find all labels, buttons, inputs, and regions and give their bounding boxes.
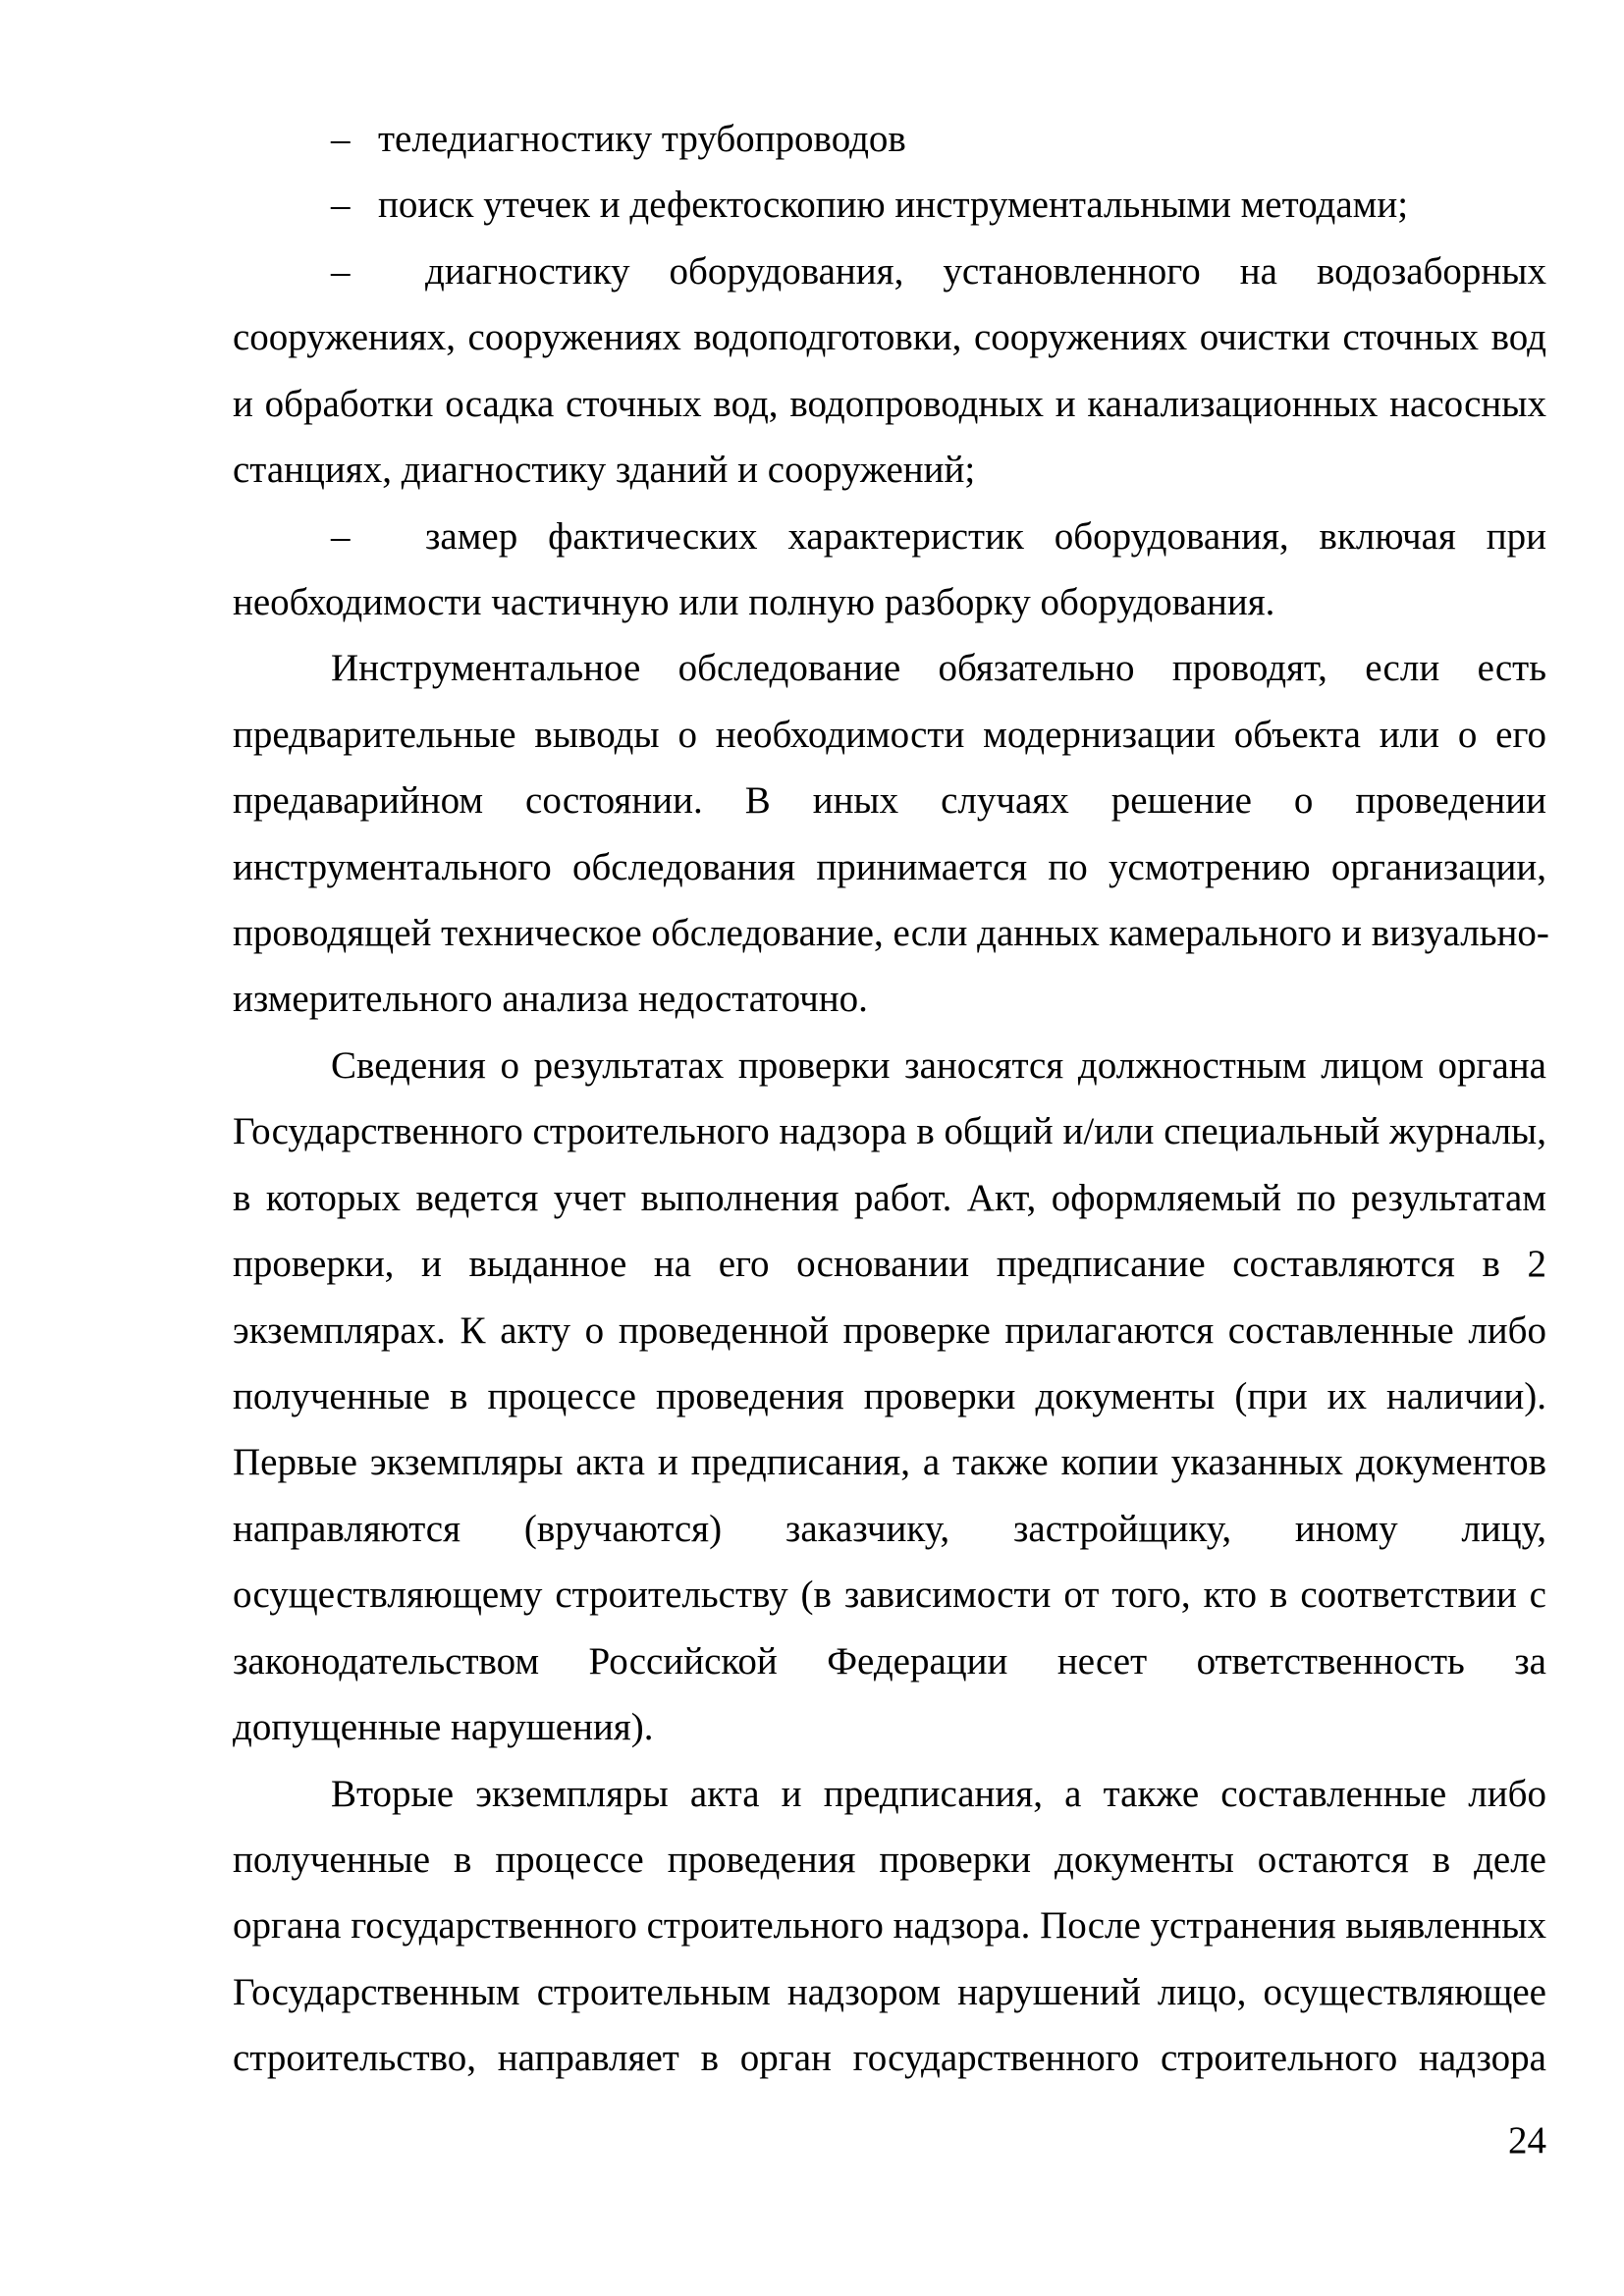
text-line: проводящей техническое обследование, если данных камерального и визуально- [233,912,1549,954]
paragraph-first-line: Вторые экземпляры акта и предписания, а также составленные либо [331,1773,1546,1815]
text-line: инструментального обследования принимается по усмотрению организации, [233,846,1546,888]
text-line: осуществляющему строительству (в зависимости от того, кто в соответствии с [233,1574,1546,1616]
text-line: сооружениях, сооружениях водоподготовки, сооружениях очистки сточных вод [233,316,1546,358]
text-line: полученные в процессе проведения проверки документы (при их наличии). [233,1375,1546,1417]
paragraph-first-line: Сведения о результатах проверки заносятся должностным лицом органа [331,1044,1546,1087]
list-item-text: теледиагностику трубопроводов [378,118,906,160]
list-item [331,242,1546,301]
text-line: Первые экземпляры акта и предписания, а также копии указанных документов [233,1441,1546,1483]
list-item [331,176,1546,235]
list-item-text: поиск утечек и дефектоскопию инструментальными методами; [378,184,1409,226]
dash-bullet: – [331,250,351,293]
list-item [331,507,1546,566]
text-line: в которых ведется учет выполнения работ. Акт, оформляемый по результатам [233,1177,1546,1219]
text-line: предаварийном состоянии. В иных случаях решение о проведении [233,779,1546,822]
dash-bullet: – [331,515,351,558]
text-line: проверки, и выданное на его основании предписание составляются в 2 [233,1243,1546,1285]
list-item-text: диагностику оборудования, установленного на водозаборных [425,250,1546,293]
text-line: полученные в процессе проведения проверки документы остаются в деле [233,1839,1546,1881]
paragraph-first-line: Инструментальное обследование обязательно проводят, если есть [331,647,1546,689]
text-line: предварительные выводы о необходимости модернизации объекта или о его [233,714,1546,756]
dash-bullet: – [331,184,351,226]
text-line: строительство, направляет в орган государственного строительного надзора [233,2037,1546,2079]
text-line: законодательством Российской Федерации несет ответственность за [233,1640,1546,1682]
text-line: станциях, диагностику зданий и сооружений; [233,449,976,491]
text-line: органа государственного строительного надзора. После устранения выявленных [233,1904,1546,1947]
text-line: экземплярах. К акту о проведенной проверке прилагаются составленные либо [233,1309,1546,1352]
text-line: измерительного анализа недостаточно. [233,978,868,1020]
list-item-text: замер фактических характеристик оборудования, включая при [425,515,1546,558]
text-line: необходимости частичную или полную разборку оборудования. [233,581,1275,623]
page-number: 24 [1508,2119,1546,2162]
text-line: Государственным строительным надзором нарушений лицо, осуществляющее [233,1971,1546,2013]
text-line: направляются (вручаются) заказчику, застройщику, иному лицу, [233,1508,1546,1550]
text-line: допущенные нарушения). [233,1706,654,1748]
text-line: Государственного строительного надзора в общий и/или специальный журналы, [233,1110,1546,1152]
text-line: и обработки осадка сточных вод, водопроводных и канализационных насосных [233,383,1546,425]
dash-bullet: – [331,118,351,160]
list-item [331,110,1546,169]
